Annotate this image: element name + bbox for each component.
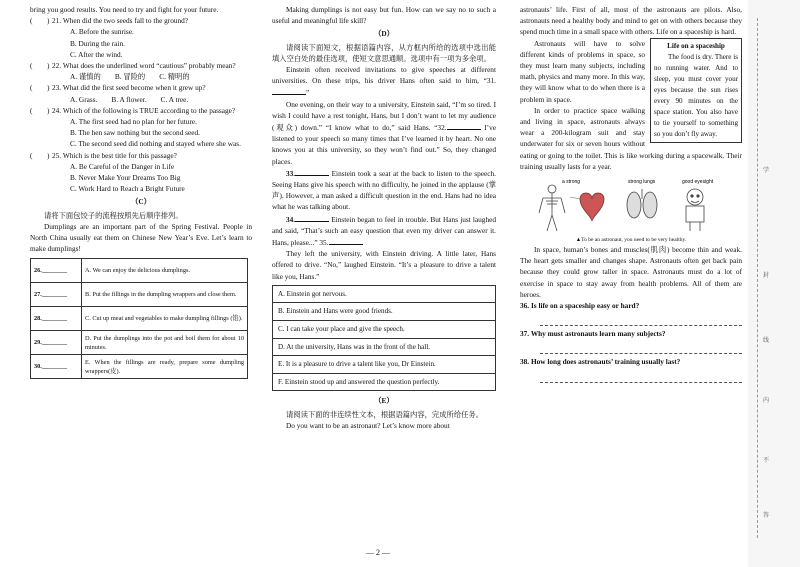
binding-line bbox=[757, 18, 759, 538]
astronaut-health-figure bbox=[530, 175, 730, 233]
option: C. The second seed did nothing and stayed where she was. bbox=[70, 139, 241, 149]
heart-icon bbox=[580, 193, 604, 221]
dumpling-steps-table bbox=[30, 258, 248, 379]
option: C. A tree. bbox=[160, 94, 189, 104]
question-36: 36. Is life on a spaceship easy or hard? bbox=[520, 301, 640, 311]
answer-blank-22[interactable]: ( ) bbox=[30, 61, 50, 71]
option: C. Work Hard to Reach a Bright Future bbox=[70, 184, 185, 194]
fig-label: good eyesight bbox=[682, 179, 714, 186]
question-38: 38. How long does astronauts’ training usually last? bbox=[520, 357, 681, 367]
side-char: 线 bbox=[763, 338, 770, 344]
option: B. A flower. bbox=[111, 94, 147, 104]
passage-c: Dumplings are an important part of the Spring Festival. People in North China usually eat them on Chinese New Year’s Eve. Let’s learn to make dumplings! bbox=[30, 221, 252, 254]
passage-d-p3: 33. Einstein took a seat at the back to listen to the speech. Seeing Hans give his speech with no difficulty, he joined in the applause (掌声). However, a man asked a difficult question in the end. Hans had no idea what he was talking about. bbox=[272, 168, 496, 212]
option: A. The first seed had no plan for her future. bbox=[70, 117, 197, 127]
figure-caption: ▲To be an astronaut, you need to be very healthy. bbox=[575, 237, 687, 244]
table-row bbox=[31, 355, 248, 379]
answer-blank-21[interactable]: ( ) bbox=[30, 16, 50, 26]
section-e-heading: （E） bbox=[374, 396, 394, 406]
option: E. It is a pleasure to drive a talent like you, Dr Einstein. bbox=[273, 356, 495, 374]
answer-cell-30[interactable]: 30.________ bbox=[31, 355, 82, 379]
column-middle bbox=[272, 4, 496, 431]
question-25: ( ) 25. Which is the best title for this passage? bbox=[30, 150, 177, 160]
section-c-instructions: 请将下面包饺子的流程按照先后顺序排列。 bbox=[44, 210, 183, 220]
question-22: ( ) 22. What does the underlined word “cautious” probably mean? bbox=[30, 61, 236, 71]
option: A. 谨慎的 bbox=[70, 72, 101, 82]
blank-34[interactable] bbox=[295, 213, 329, 222]
health-illustration bbox=[520, 175, 742, 237]
answer-cell-29[interactable]: 29.________ bbox=[31, 331, 82, 355]
option: B. During the rain. bbox=[70, 38, 125, 48]
option: C. 精明的 bbox=[159, 72, 190, 82]
passage-d-p5: They left the university, with Einstein driving. A little later, Hans offered to drive. “No,” laughed Einstein. “It’s a pleasure to drive a talent like you, Hans.” bbox=[272, 249, 496, 281]
answer-line-36[interactable] bbox=[540, 314, 742, 326]
answer-cell-28[interactable]: 28.________ bbox=[31, 307, 82, 331]
fig-label: a strong bbox=[562, 179, 581, 186]
side-char: 不 bbox=[763, 458, 770, 464]
option: B. The hen saw nothing but the second seed. bbox=[70, 128, 200, 138]
option: C. I can take your place and give the speech. bbox=[273, 321, 495, 339]
passage-b-tail: bring you good results. You need to try and fight for your future. bbox=[30, 5, 219, 14]
fig-label: strong lungs bbox=[628, 179, 656, 186]
passage-e-p4: In space, human’s bones and muscles(肌肉) become thin and weak. The heart gets smaller and changes shape. Astronauts often get back pain because they could grow taller in space. Astronauts must do a lot of exercise in space to stay away from health problems. All of them are heroes. bbox=[520, 245, 742, 299]
section-c-heading: （C） bbox=[131, 197, 151, 207]
table-row bbox=[31, 331, 248, 355]
passage-e-p1: astronauts’ life. First of all, most of the astronauts are pilots. Also, astronauts need a healthy body and mind to get on with others because they spend much time in a small space with others. Life on a spaceship is hard. bbox=[520, 5, 742, 37]
option: F. Einstein stood up and answered the question perfectly. bbox=[278, 377, 440, 386]
eyesight-icon bbox=[686, 189, 704, 231]
answer-blank-24[interactable]: ( ) bbox=[30, 105, 50, 115]
answer-blank-25[interactable]: ( ) bbox=[30, 150, 50, 160]
answer-line-38[interactable] bbox=[540, 371, 742, 383]
option: D. At the university, Hans was in the front of the hall. bbox=[273, 339, 495, 357]
blank-31[interactable] bbox=[272, 86, 306, 95]
box-text: The food is dry. There is no running water. And to sleep, you must cover your eyes because the sun rises every 90 minutes on the space station. You also have to tie yourself to something so you don’t fly away. bbox=[654, 52, 738, 138]
side-char: 答 bbox=[763, 513, 770, 519]
option: A. Be Careful of the Danger in Life bbox=[70, 161, 175, 171]
step-text: B. Put the fillings in the dumpling wrappers and close them. bbox=[82, 283, 248, 307]
section-d-instructions: 请阅读下面短文，根据语篇内容，从方框内所给的选项中选出能填入空白处的最佳选项，使短文意思通顺。选项中有一项为多余项。 bbox=[272, 42, 496, 63]
options-22 bbox=[30, 71, 252, 82]
column-right bbox=[520, 4, 742, 385]
passage-d-p4: 34. Einstein began to feel in trouble. But Hans just laughed and said, “That’s such an easy question that even my driver can answer it. Hans, please...” 35. bbox=[272, 214, 496, 248]
question-23: ( ) 23. What did the first seed become when it grew up? bbox=[30, 83, 206, 93]
lungs-icon bbox=[627, 189, 657, 218]
options-23 bbox=[30, 94, 252, 105]
passage-d-p2: One evening, on their way to a university, Einstein said, “I’m so tired. I wish I could have a rest tonight, Hans, but I don’t want to let my audience (观众) down.” “I know what to do,” said Hans. “32. I’ve listened to your speech so many times that I’ve learned it by heart. No one knows you at this university, so they won’t find out.” So, they changed places. bbox=[272, 99, 496, 166]
option: A. Grass. bbox=[70, 94, 98, 104]
answer-line-37[interactable] bbox=[540, 342, 742, 354]
page-number: — 2 — bbox=[366, 548, 390, 557]
passage-e-start: Do you want to be an astronaut? Let’s know more about bbox=[286, 420, 450, 430]
question-24: ( ) 24. Which of the following is TRUE according to the passage? bbox=[30, 105, 236, 115]
answer-cell-27[interactable]: 27.________ bbox=[31, 283, 82, 307]
binding-margin bbox=[748, 0, 800, 567]
section-e-instructions: 请阅读下面的非连续性文本，根据语篇内容，完成所给任务。 bbox=[286, 409, 484, 419]
option: B. Never Make Your Dreams Too Big bbox=[70, 173, 181, 183]
side-char: 学 bbox=[763, 168, 770, 174]
step-text: D. Put the dumplings into the pot and boil them for about 10 minutes. bbox=[82, 331, 248, 355]
box-title: Life on a spaceship bbox=[667, 41, 725, 50]
options-box bbox=[272, 285, 496, 392]
answer-cell-26[interactable]: 26.________ bbox=[31, 259, 82, 283]
option: B. Einstein and Hans were good friends. bbox=[273, 303, 495, 321]
option: C. After the wind. bbox=[70, 49, 123, 59]
spaceship-life-box bbox=[650, 38, 742, 143]
blank-35[interactable] bbox=[329, 236, 363, 245]
step-text: E. When the fillings are ready, prepare some dumpling wrappers(皮). bbox=[82, 355, 248, 379]
passage-e-p2: Astronauts will have to solve different kinds of problems in space, so they must learn many subjects, including math, physics and many more. In this way, they will know what to do when there is a problem in space. bbox=[520, 38, 645, 104]
table-row bbox=[31, 259, 248, 283]
passage-c-end: Making dumplings is not easy but fun. How can we say no to such a useful and meaningful life skill? bbox=[272, 5, 496, 26]
section-d-heading: （D） bbox=[374, 29, 394, 39]
option: B. 冒险的 bbox=[114, 72, 146, 82]
table-row bbox=[31, 307, 248, 331]
table-row bbox=[31, 283, 248, 307]
side-char: 封 bbox=[763, 273, 770, 279]
blank-32[interactable] bbox=[447, 121, 481, 130]
option: A. Before the sunrise. bbox=[70, 27, 134, 37]
pointer-line bbox=[570, 197, 580, 199]
step-text: C. Cut up meat and vegetables to make dumpling fillings (馅). bbox=[82, 307, 248, 331]
skeleton-icon bbox=[539, 185, 565, 231]
blank-33[interactable] bbox=[295, 167, 329, 176]
answer-blank-23[interactable]: ( ) bbox=[30, 83, 50, 93]
side-char: 内 bbox=[763, 398, 770, 404]
step-text: A. We can enjoy the delicious dumplings. bbox=[82, 259, 248, 283]
column-left bbox=[30, 4, 252, 379]
passage-d-p1: Einstein often received invitations to give speeches at different universities. On these trips, his driver Hans often said to him, “31.” bbox=[272, 65, 496, 98]
passage-e-p3: In order to practice space walking and living in space, astronauts always wear a 200-kilogram suit and stay underwater for six or seven hours without eating or going to the toilet. This is like working during a spacewalk. Their training usually lasts for a year. bbox=[520, 105, 742, 171]
question-37: 37. Why must astronauts learn many subjects? bbox=[520, 329, 666, 339]
option: A. Einstein got nervous. bbox=[273, 286, 495, 304]
question-21: ( ) 21. When did the two seeds fall to the ground? bbox=[30, 16, 189, 26]
